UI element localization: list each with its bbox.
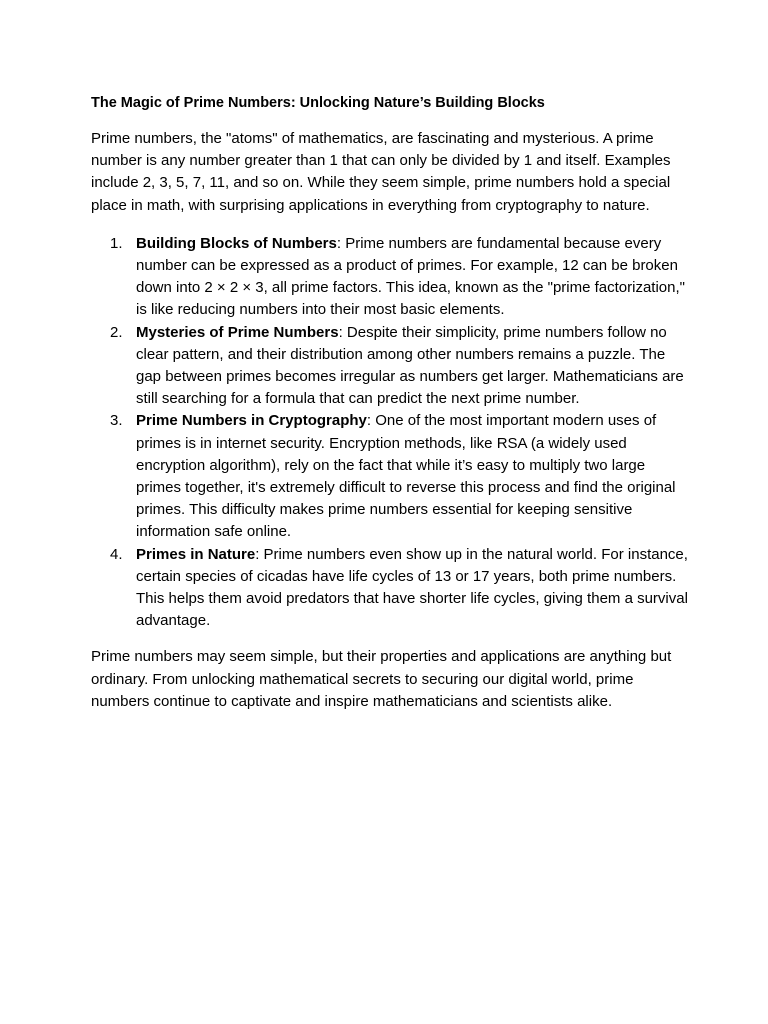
conclusion-paragraph: Prime numbers may seem simple, but their properties and applications are anything but ordinary. From unlocking mathematical secrets to securing our digital world, prime numbers continue to captivate and inspire mathematicians and scientists alike. <box>91 648 672 710</box>
list-item <box>91 233 691 322</box>
list-item-heading: Primes in Nature <box>136 545 256 563</box>
list-item-heading: Mysteries of Prime Numbers <box>136 323 339 341</box>
list-item <box>91 544 691 633</box>
document-title: The Magic of Prime Numbers: Unlocking Nature’s Building Blocks <box>91 95 545 111</box>
list-item-number: 4. <box>110 545 123 563</box>
numbered-list <box>91 233 691 633</box>
list-item-number: 2. <box>110 323 123 341</box>
list-item-text: : One of the most important modern uses of primes is in internet security. Encryption methods, like RSA (a widely used encryption algorithm), rely on the fact that while it’s easy to multiply two large primes together, it's extremely difficult to reverse this process and find the original primes. This difficulty makes prime numbers essential for keeping sensitive information safe online. <box>136 412 676 541</box>
document-body <box>91 92 691 713</box>
list-item-heading: Building Blocks of Numbers <box>136 234 337 252</box>
list-item-text: : Prime numbers are fundamental because every number can be expressed as a product of primes. For example, 12 can be broken down into 2 × 2 × 3, all prime factors. This idea, known as the "prime factorization," is like reducing numbers into their most basic elements. <box>136 234 685 319</box>
list-item <box>91 410 691 543</box>
intro-paragraph: Prime numbers, the "atoms" of mathematics, are fascinating and mysterious. A prime number is any number greater than 1 that can only be divided by 1 and itself. Examples include 2, 3, 5, 7, 11, and so on. While they seem simple, prime numbers hold a special place in math, with surprising applications in everything from cryptography to nature. <box>91 130 671 214</box>
list-item-number: 1. <box>110 234 123 252</box>
list-item-text: : Despite their simplicity, prime numbers follow no clear pattern, and their distribution among other numbers remains a puzzle. The gap between primes becomes irregular as numbers get larger. Mathematicians are still searching for a formula that can predict the next prime number. <box>136 323 684 408</box>
list-item <box>91 322 691 411</box>
list-item-text: : Prime numbers even show up in the natural world. For instance, certain species of cicadas have life cycles of 13 or 17 years, both prime numbers. This helps them avoid predators that have shorter life cycles, giving them a survival advantage. <box>136 545 688 630</box>
list-item-heading: Prime Numbers in Cryptography <box>136 412 367 430</box>
list-item-number: 3. <box>110 412 123 430</box>
